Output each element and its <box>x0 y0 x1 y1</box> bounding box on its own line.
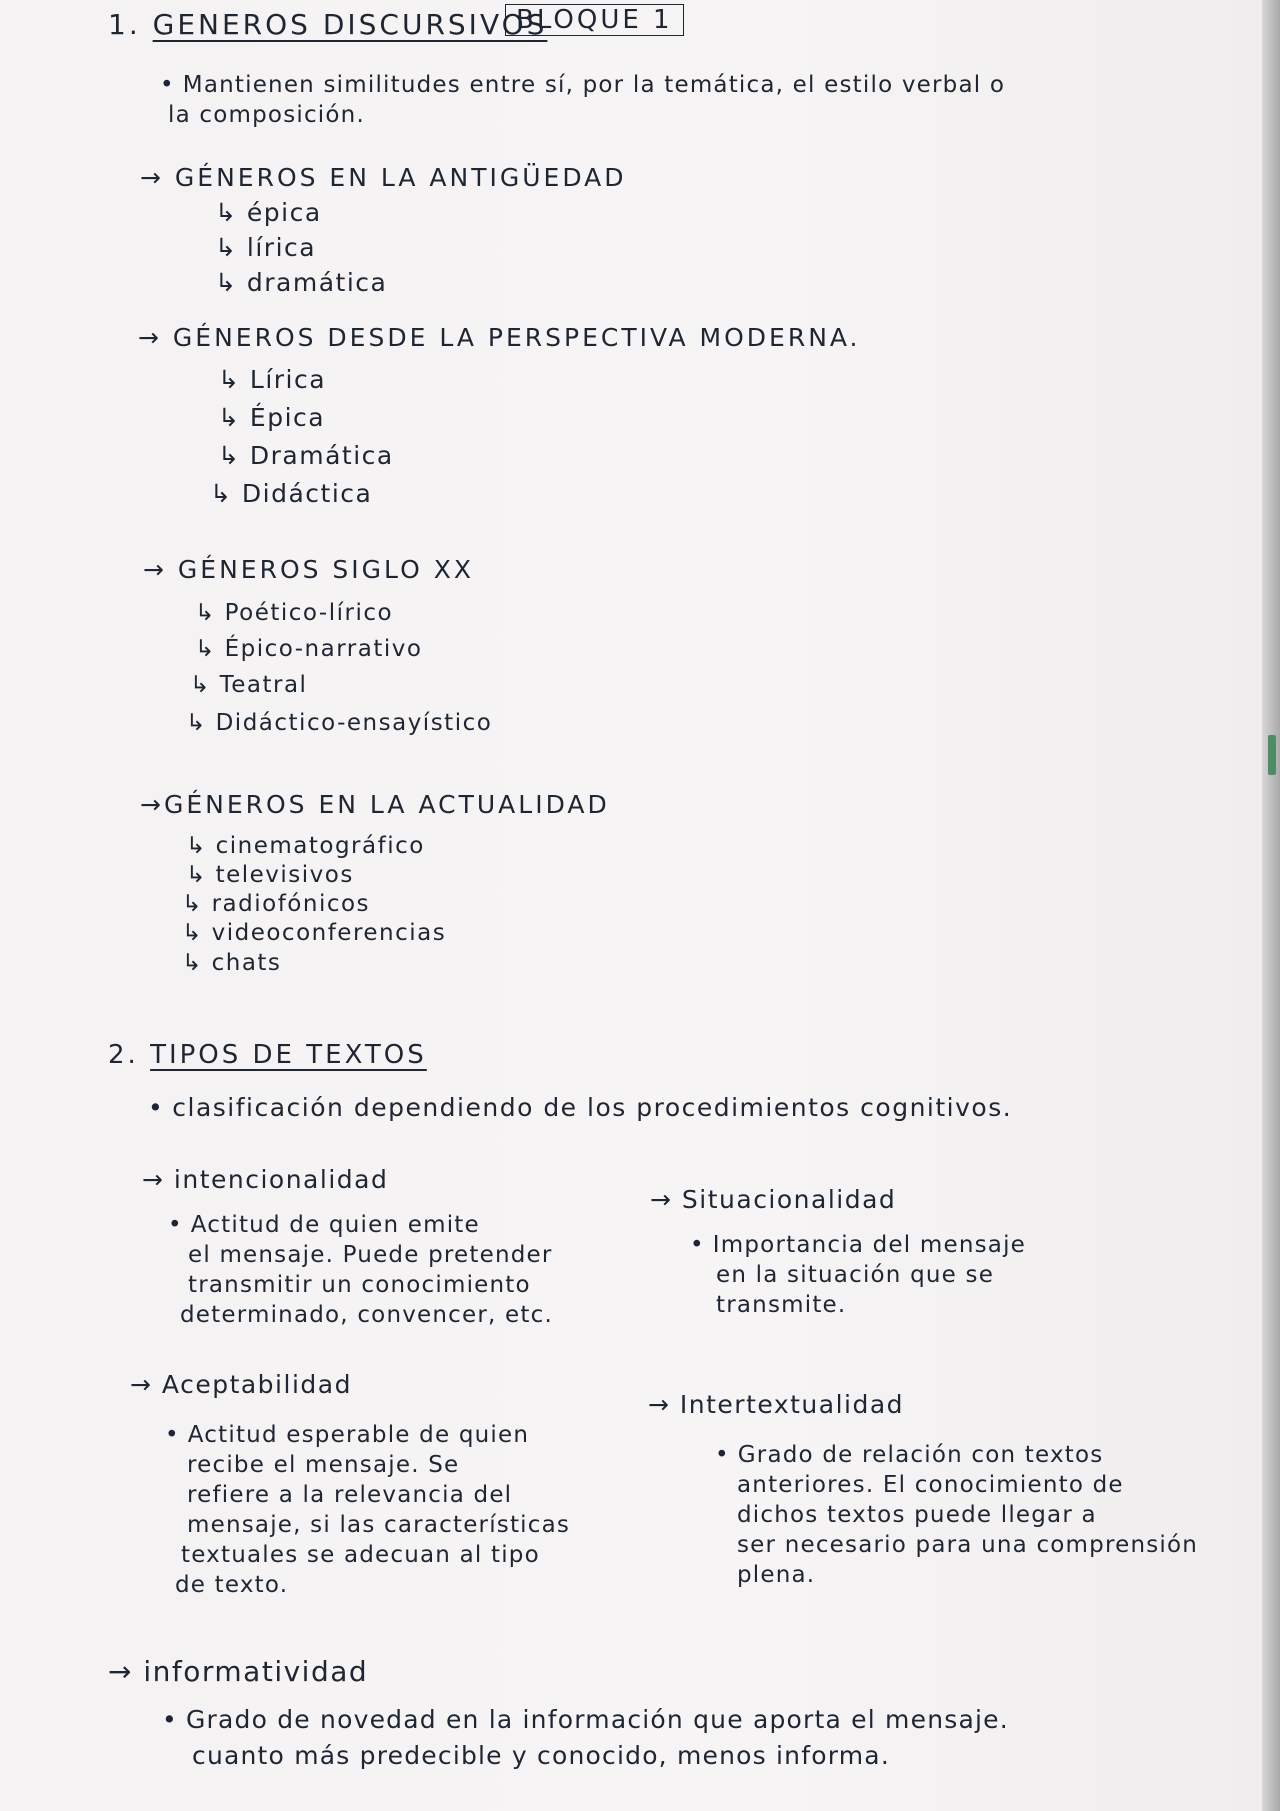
list-item: ↳ chats <box>182 950 282 976</box>
sub-arrow-icon: ↳ <box>186 833 207 859</box>
list-item: ↳ Dramática <box>218 441 394 470</box>
concept-intertextualidad: → Intertextualidad <box>648 1390 905 1419</box>
sub-arrow-icon: ↳ <box>182 920 203 946</box>
concept-intencionalidad: → intencionalidad <box>142 1165 389 1194</box>
arrow-icon: → <box>108 1655 133 1688</box>
sub-arrow-icon: ↳ <box>182 891 203 917</box>
sub-arrow-icon: ↳ <box>218 403 241 432</box>
sub-arrow-icon: ↳ <box>186 710 207 736</box>
concept-intertextualidad-text: • Grado de relación con textos anteriores. El conocimiento de dichos textos puede llegar a ser necesario para una comprensión plena. <box>715 1440 1198 1590</box>
sub-arrow-icon: ↳ <box>190 672 211 698</box>
list-item: ↳ Lírica <box>218 365 327 394</box>
sub-arrow-icon: ↳ <box>215 268 238 297</box>
concept-informatividad-text: • Grado de novedad en la información que aporta el mensaje. cuanto más predecible y conocido, menos informa. <box>162 1702 1009 1774</box>
arrow-icon: → <box>142 1165 165 1194</box>
sub-arrow-icon: ↳ <box>186 862 207 888</box>
list-item: ↳ Teatral <box>190 672 308 698</box>
group-heading-antiguedad: → GÉNEROS EN LA ANTIGÜEDAD <box>140 163 627 192</box>
arrow-icon: → <box>143 555 167 584</box>
list-item: ↳ Poético-lírico <box>195 600 394 626</box>
sub-arrow-icon: ↳ <box>215 233 238 262</box>
arrow-icon: → <box>138 323 162 352</box>
concept-situacionalidad-text: • Importancia del mensaje en la situación que se transmite. <box>690 1230 1026 1320</box>
arrow-icon: → <box>130 1370 153 1399</box>
sub-arrow-icon: ↳ <box>182 950 203 976</box>
list-item: ↳ lírica <box>215 233 317 262</box>
arrow-icon: → <box>648 1390 671 1419</box>
section-1-title: GENEROS DISCURSIVOS <box>152 8 548 41</box>
concept-aceptabilidad-text: • Actitud esperable de quien recibe el mensaje. Se refiere a la relevancia del mensaje, si las características textuales se adecuan al tipo de texto. <box>165 1420 570 1600</box>
section-1-number: 1. <box>108 8 141 41</box>
group-heading-actualidad: →GÉNEROS EN LA ACTUALIDAD <box>140 790 610 819</box>
sub-arrow-icon: ↳ <box>195 636 216 662</box>
sub-arrow-icon: ↳ <box>218 365 241 394</box>
list-item: ↳ radiofónicos <box>182 891 371 917</box>
arrow-icon: → <box>140 163 164 192</box>
concept-situacionalidad: → Situacionalidad <box>650 1185 897 1214</box>
list-item: ↳ televisivos <box>186 862 354 888</box>
section-1-intro <box>160 70 1005 130</box>
green-tab-marker <box>1268 735 1276 775</box>
section-2-number: 2. <box>108 1040 139 1070</box>
sub-arrow-icon: ↳ <box>218 441 241 470</box>
arrow-icon: → <box>140 790 164 819</box>
concept-aceptabilidad: → Aceptabilidad <box>130 1370 352 1399</box>
section-2-title: TIPOS DE TEXTOS <box>150 1040 427 1070</box>
intro-line: la composición. <box>168 102 365 128</box>
list-item: ↳ Épica <box>218 403 326 432</box>
block-tag: BLOQUE 1 <box>505 4 684 36</box>
group-heading-siglo-xx: → GÉNEROS SIGLO XX <box>143 555 474 584</box>
intro-line: • Mantienen similitudes entre sí, por la temática, el estilo verbal o <box>160 70 1005 100</box>
sub-arrow-icon: ↳ <box>195 600 216 626</box>
page-edge <box>1262 0 1280 1811</box>
list-item: ↳ épica <box>215 198 322 227</box>
section-1-heading <box>108 8 547 41</box>
list-item: ↳ dramática <box>215 268 388 297</box>
sub-arrow-icon: ↳ <box>210 479 233 508</box>
sub-arrow-icon: ↳ <box>215 198 238 227</box>
list-item: ↳ cinematográfico <box>186 833 425 859</box>
section-2-intro: • clasificación dependiendo de los procedimientos cognitivos. <box>148 1093 1012 1122</box>
list-item: ↳ Didáctica <box>210 479 373 508</box>
list-item: ↳ Didáctico-ensayístico <box>186 710 493 736</box>
section-2-heading <box>108 1040 427 1070</box>
concept-intencionalidad-text: • Actitud de quien emite el mensaje. Puede pretender transmitir un conocimiento determinado, convencer, etc. <box>168 1210 553 1330</box>
list-item: ↳ videoconferencias <box>182 920 447 946</box>
list-item: ↳ Épico-narrativo <box>195 636 423 662</box>
arrow-icon: → <box>650 1185 673 1214</box>
concept-informatividad: → informatividad <box>108 1655 369 1688</box>
group-heading-moderna: → GÉNEROS DESDE LA PERSPECTIVA MODERNA. <box>138 323 861 352</box>
